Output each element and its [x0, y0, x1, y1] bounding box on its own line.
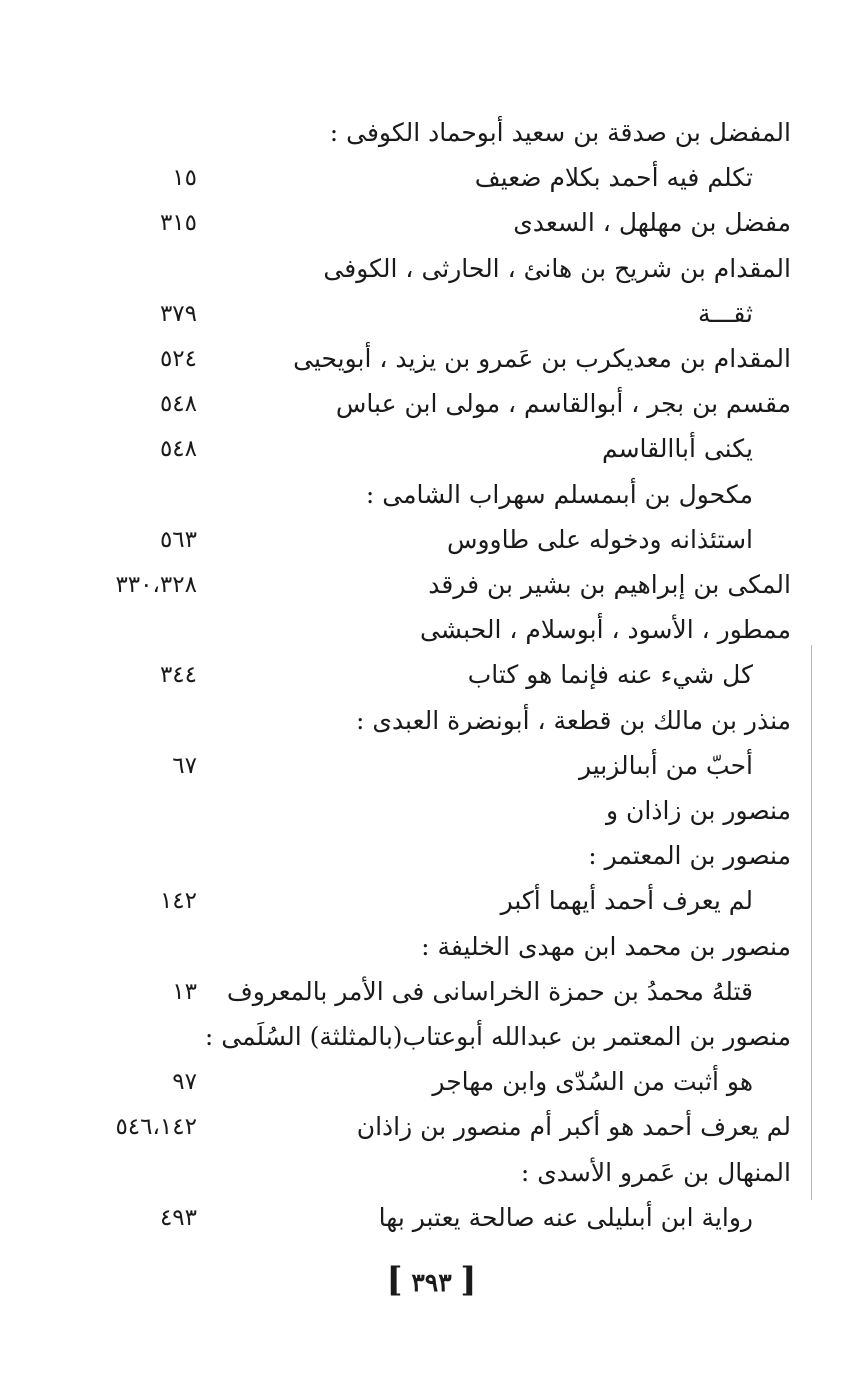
entry-text: استئذانه ودخوله على طاووس [446, 525, 753, 554]
entry-text: منصور بن محمد ابن مهدى الخليفة : [421, 932, 791, 961]
entry-text: قتلهُ محمدُ بن حمزة الخراسانى فى الأمر بالمعروف [226, 977, 753, 1006]
entry-text: مقسم بن بجر ، أبوالقاسم ، مولى ابن عباس [335, 389, 791, 418]
entry-text: المقدام بن معديكرب بن عَمرو بن يزيد ، أبويحيى [293, 344, 791, 373]
page-number [0, 1257, 863, 1303]
entry-text: منصور بن زاذان و [606, 796, 791, 825]
page-number-value: ٣٩٣ [411, 1268, 452, 1297]
entry-page-ref: ٣١٥ [159, 210, 197, 236]
entry-page-ref: ٤٩٣ [159, 1205, 197, 1231]
entry-text: تكلم فيه أحمد بكلام ضعيف [474, 163, 753, 192]
entry-text: يكنى أباالقاسم [601, 434, 753, 463]
entry-text: أحبّ من أبىالزبير [578, 751, 753, 780]
entry-page-ref: ٦٧ [172, 753, 197, 779]
entry-text: المقدام بن شريح بن هانئ ، الحارثى ، الكوفى [323, 254, 791, 283]
bracket-close: ] [460, 1260, 477, 1300]
entry-page-ref: ٣٧٩ [159, 301, 197, 327]
entry-page-ref: ٥٤٨ [159, 436, 197, 462]
entry-text: المفضل بن صدقة بن سعيد أبوحماد الكوفى : [329, 118, 791, 147]
page-edge-line [811, 645, 812, 1200]
entry-text: منذر بن مالك بن قطعة ، أبونضرة العبدى : [356, 706, 791, 735]
entry-text: لم يعرف أحمد أيهما أكبر [500, 886, 753, 915]
entry-page-ref: ٣٣٠،٣٢٨ [115, 572, 197, 598]
entry-page-ref: ١٥ [172, 165, 197, 191]
entry-text: ممطور ، الأسود ، أبوسلام ، الحبشى [420, 615, 791, 644]
entry-page-ref: ٥٢٤ [159, 346, 197, 372]
entry-text: هو أثبت من السُدّى وابن مهاجر [432, 1067, 753, 1096]
entry-text: ثقـــة [698, 299, 753, 328]
entry-text: منصور بن المعتمر : [588, 841, 791, 870]
entry-page-ref: ٥٤٦،١٤٢ [115, 1114, 197, 1140]
entry-text: رواية ابن أبىليلى عنه صالحة يعتبر بها [378, 1203, 753, 1232]
bracket-open: [ [386, 1260, 403, 1300]
entry-text: مكحول بن أبىمسلم سهراب الشامى : [365, 480, 753, 509]
entry-text: المكى بن إبراهيم بن بشير بن فرقد [428, 570, 791, 599]
entry-page-ref: ٣٤٤ [159, 662, 197, 688]
entry-text: مفضل بن مهلهل ، السعدى [513, 208, 791, 237]
entry-text: لم يعرف أحمد هو أكبر أم منصور بن زاذان [356, 1112, 791, 1141]
entry-text: منصور بن المعتمر بن عبدالله أبوعتاب(بالمثلثة) السُلَمى : [204, 1022, 791, 1051]
entry-text: المنهال بن عَمرو الأسدى : [520, 1158, 791, 1187]
entry-page-ref: ١٣ [172, 979, 197, 1005]
entry-page-ref: ٥٤٨ [159, 391, 197, 417]
entry-page-ref: ٥٦٣ [159, 527, 197, 553]
entry-page-ref: ٩٧ [172, 1069, 197, 1095]
entry-text: كل شيء عنه فإنما هو كتاب [467, 660, 753, 689]
entry-page-ref: ١٤٢ [159, 888, 197, 914]
